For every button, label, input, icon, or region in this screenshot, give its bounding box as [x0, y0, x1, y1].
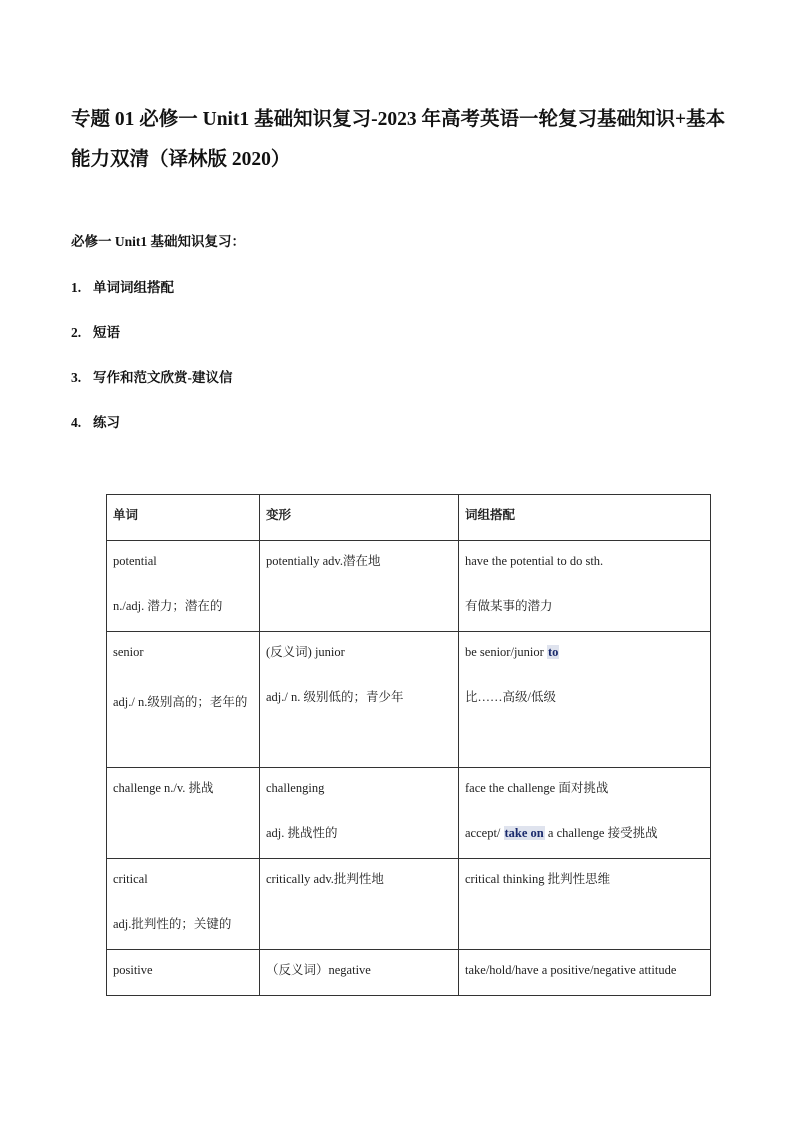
outline-item-label: 短语 [93, 325, 120, 340]
outline-item-number: 4. [71, 415, 82, 430]
highlighted-phrase: take on [504, 826, 544, 840]
outline-item-number: 2. [71, 325, 82, 340]
cell-word [107, 541, 260, 632]
form-text: critically adv.批判性地 [266, 872, 384, 886]
vocabulary-table [106, 494, 711, 996]
word-text: potential [113, 554, 157, 568]
phrase-meaning: 比……高级/低级 [465, 690, 556, 704]
form-text: potentially adv.潜在地 [266, 554, 381, 568]
form-meaning: adj. 挑战性的 [266, 826, 338, 840]
cell-forms [260, 632, 459, 768]
table-row [107, 632, 711, 768]
word-meaning: n./adj. 潜力；潜在的 [113, 599, 223, 613]
cell-phrases [459, 768, 711, 859]
cell-phrases [459, 859, 711, 950]
word-text: positive [113, 963, 153, 977]
table-row [107, 768, 711, 859]
phrase-text [465, 641, 704, 664]
word-text: challenge n./v. 挑战 [113, 781, 214, 795]
table-row [107, 541, 711, 632]
cell-forms [260, 541, 459, 632]
page-title: 专题 01 必修一 Unit1 基础知识复习-2023 年高考英语一轮复习基础知识+基本能力双清（译林版 2020） [71, 109, 726, 170]
word-text: senior [113, 645, 144, 659]
outline-item-label: 单词词组搭配 [93, 280, 174, 295]
cell-phrases [459, 950, 711, 996]
outline-item-label: 练习 [93, 415, 120, 430]
phrase-text [465, 822, 704, 845]
outline-list [71, 276, 233, 456]
header-forms: 变形 [260, 495, 459, 541]
outline-item [71, 411, 233, 456]
form-text: (反义词) junior [266, 645, 345, 659]
outline-item-number: 3. [71, 370, 82, 385]
cell-forms [260, 859, 459, 950]
phrase-post: a challenge 接受挑战 [544, 826, 658, 840]
phrase-text: take/hold/have a positive/negative attitude [465, 963, 677, 977]
cell-phrases [459, 632, 711, 768]
table-header-row [107, 495, 711, 541]
table-row [107, 950, 711, 996]
highlighted-preposition: to [547, 645, 559, 659]
phrase-pre: be senior/junior [465, 645, 547, 659]
phrase-meaning: 有做某事的潜力 [465, 599, 553, 613]
phrase-pre: accept/ [465, 826, 504, 840]
header-phrases: 词组搭配 [459, 495, 711, 541]
section-subheading: 必修一 Unit1 基础知识复习： [71, 234, 246, 249]
outline-item-number: 1. [71, 280, 82, 295]
word-text: critical [113, 872, 148, 886]
form-text: （反义词）negative [266, 963, 371, 977]
form-text: challenging [266, 781, 325, 795]
form-meaning: adj./ n. 级别低的；青少年 [266, 690, 404, 704]
phrase-text: face the challenge 面对挑战 [465, 781, 609, 795]
cell-word [107, 768, 260, 859]
phrase-text: critical thinking 批判性思维 [465, 872, 611, 886]
phrase-text: have the potential to do sth. [465, 554, 604, 568]
cell-word [107, 950, 260, 996]
header-word: 单词 [107, 495, 260, 541]
outline-item-label: 写作和范文欣赏-建议信 [93, 370, 233, 385]
cell-word [107, 859, 260, 950]
outline-item [71, 276, 233, 321]
outline-item [71, 321, 233, 366]
cell-word [107, 632, 260, 768]
word-meaning: adj./ n.级别高的；老年的 [113, 695, 248, 709]
outline-item [71, 366, 233, 411]
cell-phrases [459, 541, 711, 632]
cell-forms [260, 950, 459, 996]
cell-forms [260, 768, 459, 859]
word-meaning: adj.批判性的；关键的 [113, 917, 232, 931]
table-row [107, 859, 711, 950]
